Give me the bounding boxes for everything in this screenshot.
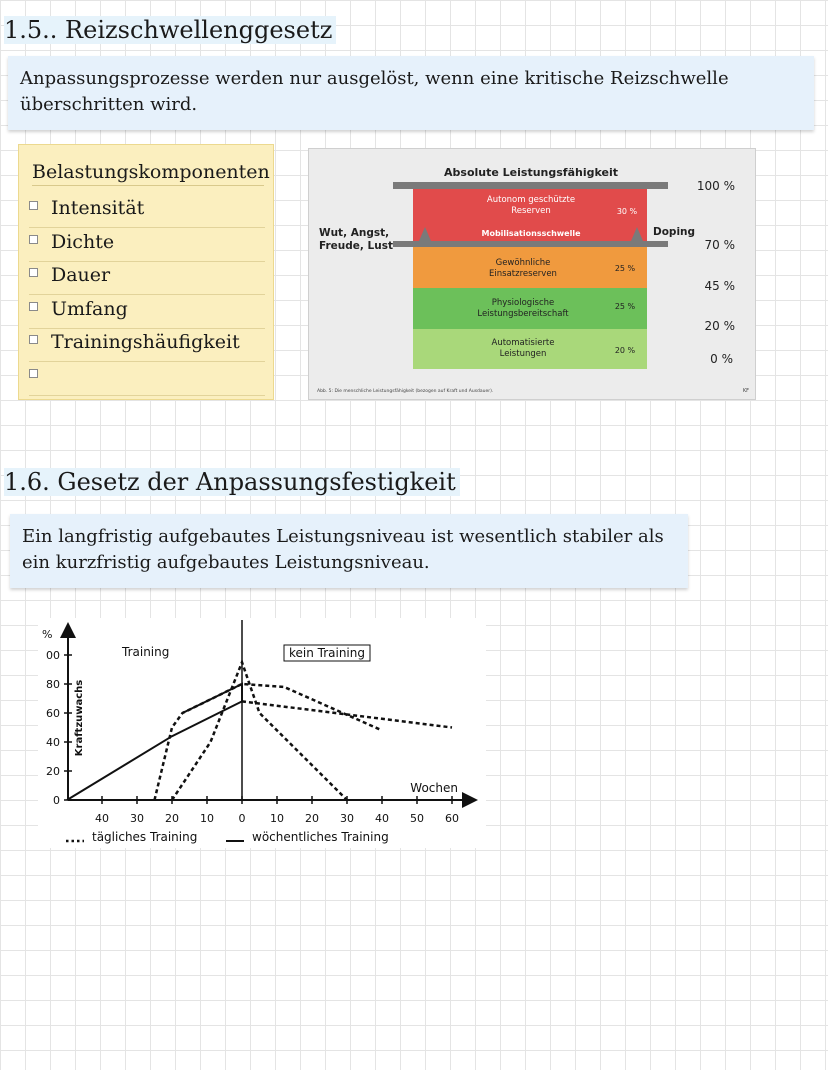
level-label: 45 % [704, 279, 735, 293]
zone-label: Einsatzreserven [489, 269, 557, 279]
section-1-statement-text: Anpassungsprozesse werden nur ausgelöst, wenn eine kritische Reizschwelle überschritten wird. [20, 68, 729, 115]
legend-weekly-label: wöchentliches Training [252, 830, 389, 844]
y-tick-label: 0 [53, 794, 60, 807]
x-tick-label: 40 [375, 812, 389, 825]
note-item [29, 365, 265, 396]
no-training-annotation: kein Training [288, 646, 366, 660]
checkbox-icon[interactable] [29, 369, 38, 378]
top-bar [393, 182, 668, 189]
note-item [29, 331, 265, 362]
x-tick-label: 30 [340, 812, 354, 825]
checkbox-icon[interactable] [29, 302, 38, 311]
y-tick-label: 40 [46, 736, 60, 749]
section-1-heading-text: 1.5.. Reizschwellenggesetz [4, 16, 336, 44]
threshold-bar [393, 241, 668, 247]
section-2-statement [10, 514, 688, 588]
left-label: Freude, Lust [319, 240, 393, 252]
checkbox-icon[interactable] [29, 268, 38, 277]
checkbox-icon[interactable] [29, 235, 38, 244]
x-tick-label: 20 [305, 812, 319, 825]
section-2-statement-text: Ein langfristig aufgebautes Leistungsniveau ist wesentlich stabiler als ein kurzfristig aufgebautes Leistungsniveau. [22, 526, 664, 573]
zone-label: Leistungsbereitschaft [477, 309, 569, 319]
threshold-label: Mobilisationsschwelle [481, 229, 581, 238]
corner-mark: KF [742, 388, 749, 394]
legend-daily-label: tägliches Training [92, 830, 198, 844]
y-tick-label: 00 [46, 649, 60, 662]
figure-title: Absolute Leistungsfähigkeit [444, 166, 618, 179]
y-axis-label: Kraftzuwachs [74, 679, 85, 757]
belastungskomponenten-note [18, 144, 274, 400]
level-label: 70 % [704, 238, 735, 252]
note-item-label: Dichte [51, 231, 115, 253]
x-tick-label: 10 [270, 812, 284, 825]
daily-training-line [242, 701, 452, 727]
zone-label: Automatisierte [491, 338, 555, 348]
daily-training-line [155, 684, 383, 800]
zone-label: Leistungen [499, 349, 547, 359]
leistungsfaehigkeit-diagram [309, 149, 757, 401]
zone-percent: 25 % [614, 264, 636, 273]
zone-label: Gewöhnliche [495, 258, 551, 268]
x-tick-label: 50 [410, 812, 424, 825]
x-tick-label: 0 [238, 812, 246, 825]
section-2-heading [4, 466, 460, 498]
level-label: 20 % [704, 319, 735, 333]
note-item [29, 231, 265, 262]
checkbox-icon[interactable] [29, 335, 38, 344]
zone-percent: 30 % [616, 207, 638, 216]
y-tick-label: 20 [46, 765, 60, 778]
kraftzuwachs-chart [38, 618, 486, 848]
y-unit: % [42, 628, 53, 641]
x-tick-label: 10 [200, 812, 214, 825]
x-axis-label: Wochen [410, 781, 458, 795]
series [67, 662, 452, 800]
training-annotation: Training [122, 645, 170, 659]
note-item [29, 197, 265, 228]
leistungsfaehigkeit-figure [308, 148, 756, 400]
x-tick-label: 60 [445, 812, 459, 825]
zone-label: Reserven [511, 206, 551, 216]
kraftzuwachs-chart-svg [38, 618, 486, 848]
x-tick-label: 40 [95, 812, 109, 825]
x-tick-label: 30 [130, 812, 144, 825]
note-item-label: Trainingshäufigkeit [51, 331, 240, 353]
zone-percent: 20 % [614, 346, 636, 355]
zone-percent: 25 % [614, 302, 636, 311]
note-item-label: Intensität [51, 197, 145, 219]
note-item [29, 264, 265, 295]
note-title: Belastungskomponenten [32, 161, 264, 186]
figure-caption: Abb. 5: Die menschliche Leistungsfähigkeit (bezogen auf Kraft und Ausdauer). [317, 389, 494, 394]
zone-label: Physiologische [491, 298, 555, 308]
daily-training-line [172, 662, 347, 800]
note-item-label: Umfang [51, 298, 128, 320]
checkbox-icon[interactable] [29, 201, 38, 210]
level-label: 100 % [696, 179, 735, 193]
left-label: Wut, Angst, [319, 227, 390, 239]
zone-label: Autonom geschützte [486, 195, 576, 205]
note-item-label: Dauer [51, 264, 111, 286]
y-tick-label: 60 [46, 707, 60, 720]
level-label: 0 % [710, 352, 733, 366]
note-item [29, 298, 265, 329]
weekly-training-line [67, 701, 242, 800]
section-1-statement [8, 56, 814, 130]
section-1-heading [4, 14, 336, 46]
section-2-heading-text: 1.6. Gesetz der Anpassungsfestigkeit [4, 468, 460, 496]
x-tick-label: 20 [165, 812, 179, 825]
y-tick-label: 80 [46, 678, 60, 691]
right-label: Doping [653, 226, 696, 238]
